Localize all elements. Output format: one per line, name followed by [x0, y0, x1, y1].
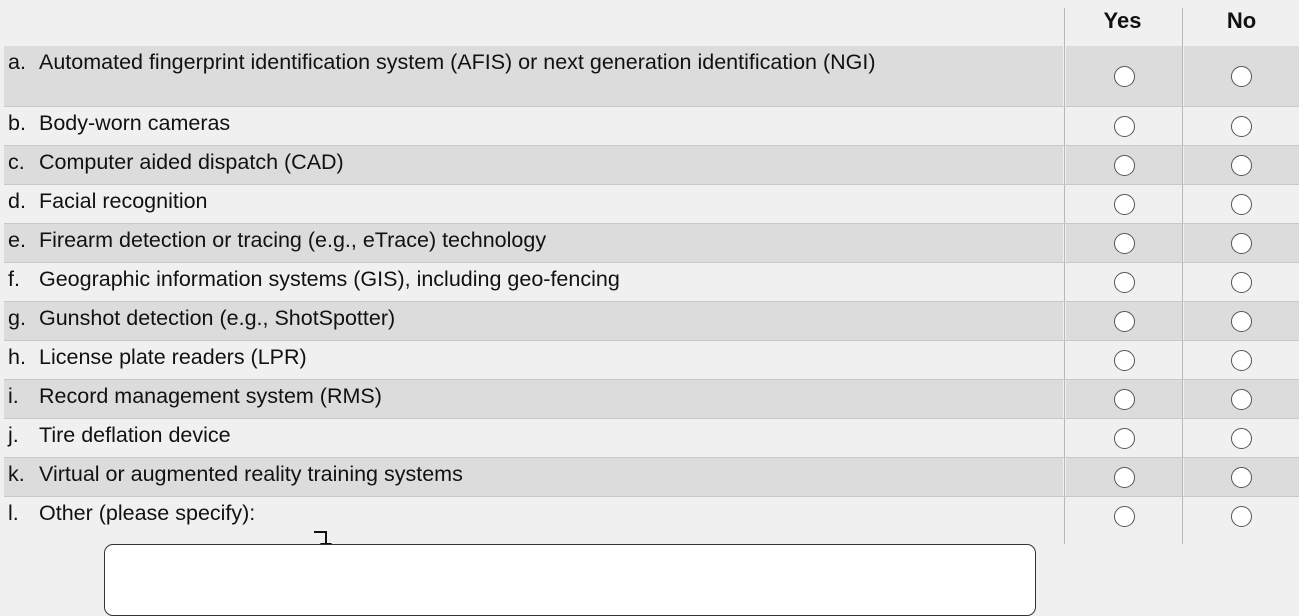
row-text: Computer aided dispatch (CAD) [39, 150, 344, 174]
no-cell [1184, 185, 1299, 223]
yes-radio[interactable] [1114, 272, 1135, 293]
row-letter: i. [8, 384, 19, 408]
row-label [4, 263, 1063, 301]
row-letter: a. [8, 50, 26, 74]
no-cell [1184, 107, 1299, 145]
no-radio[interactable] [1231, 233, 1252, 254]
yes-radio[interactable] [1114, 311, 1135, 332]
row-label [4, 497, 1063, 535]
row-separator [4, 457, 1299, 458]
row-separator [4, 184, 1299, 185]
question-row-d [0, 185, 1299, 223]
row-separator [4, 496, 1299, 497]
yes-radio[interactable] [1114, 506, 1135, 527]
column-header-yes: Yes [1103, 8, 1142, 33]
yes-cell [1066, 341, 1182, 379]
row-label [4, 458, 1063, 496]
question-row-h [0, 341, 1299, 379]
row-separator [4, 301, 1299, 302]
yes-cell [1066, 107, 1182, 145]
row-letter: b. [8, 111, 26, 135]
row-label [4, 185, 1063, 223]
row-text: Other (please specify): [39, 501, 256, 525]
no-cell [1184, 419, 1299, 457]
row-label [4, 419, 1063, 457]
yes-radio[interactable] [1114, 428, 1135, 449]
row-label [4, 146, 1063, 184]
row-label [4, 380, 1063, 418]
row-letter: h. [8, 345, 26, 369]
no-cell [1184, 341, 1299, 379]
yes-cell [1066, 185, 1182, 223]
row-text: Tire deflation device [39, 423, 231, 447]
column-header-no: No [1226, 8, 1257, 33]
no-radio[interactable] [1231, 311, 1252, 332]
no-radio[interactable] [1231, 272, 1252, 293]
yes-radio[interactable] [1114, 66, 1135, 87]
question-row-b [0, 107, 1299, 145]
question-row-i [0, 380, 1299, 418]
row-text: Geographic information systems (GIS), including geo-fencing [39, 267, 620, 291]
no-cell [1184, 458, 1299, 496]
row-label [4, 302, 1063, 340]
yes-radio[interactable] [1114, 350, 1135, 371]
yes-cell [1066, 263, 1182, 301]
no-radio[interactable] [1231, 428, 1252, 449]
no-cell [1184, 46, 1299, 106]
row-separator [4, 106, 1299, 107]
row-separator [4, 223, 1299, 224]
row-text: Gunshot detection (e.g., ShotSpotter) [39, 306, 396, 330]
question-row-g [0, 302, 1299, 340]
row-separator [4, 418, 1299, 419]
yes-radio[interactable] [1114, 467, 1135, 488]
other-specify-input[interactable] [104, 544, 1036, 616]
yes-cell [1066, 146, 1182, 184]
no-cell [1184, 380, 1299, 418]
yes-cell [1066, 419, 1182, 457]
row-text: License plate readers (LPR) [39, 345, 307, 369]
row-letter: c. [8, 150, 25, 174]
row-letter: f. [8, 267, 20, 291]
yes-cell [1066, 458, 1182, 496]
row-letter: g. [8, 306, 26, 330]
yes-cell [1066, 224, 1182, 262]
no-cell [1184, 146, 1299, 184]
row-letter: l. [8, 501, 19, 525]
yes-radio[interactable] [1114, 194, 1135, 215]
no-radio[interactable] [1231, 506, 1252, 527]
no-radio[interactable] [1231, 155, 1252, 176]
row-letter: k. [8, 462, 25, 486]
no-radio[interactable] [1231, 467, 1252, 488]
yes-radio[interactable] [1114, 389, 1135, 410]
yes-radio[interactable] [1114, 233, 1135, 254]
row-label [4, 341, 1063, 379]
row-text: Virtual or augmented reality training systems [39, 462, 463, 486]
yes-cell [1066, 302, 1182, 340]
no-radio[interactable] [1231, 389, 1252, 410]
row-text: Automated fingerprint identification system (AFIS) or next generation identification (NGI) [39, 50, 876, 74]
no-radio[interactable] [1231, 116, 1252, 137]
row-text: Facial recognition [39, 189, 208, 213]
no-radio[interactable] [1231, 350, 1252, 371]
yes-cell [1066, 497, 1182, 535]
yes-cell [1066, 380, 1182, 418]
row-text: Firearm detection or tracing (e.g., eTrace) technology [39, 228, 547, 252]
row-label [4, 224, 1063, 262]
row-separator [4, 340, 1299, 341]
row-letter: j. [8, 423, 19, 447]
row-label [4, 107, 1063, 145]
question-row-k [0, 458, 1299, 496]
row-label [4, 46, 1063, 106]
no-cell [1184, 497, 1299, 535]
row-text: Record management system (RMS) [39, 384, 382, 408]
question-row-a [0, 46, 1299, 106]
row-separator [4, 145, 1299, 146]
no-cell [1184, 224, 1299, 262]
yes-cell [1066, 46, 1182, 106]
row-separator [4, 262, 1299, 263]
row-separator [4, 379, 1299, 380]
yes-radio[interactable] [1114, 155, 1135, 176]
question-row-j [0, 419, 1299, 457]
row-letter: e. [8, 228, 26, 252]
no-cell [1184, 263, 1299, 301]
question-row-c [0, 146, 1299, 184]
question-row-e [0, 224, 1299, 262]
yes-radio[interactable] [1114, 116, 1135, 137]
row-text: Body-worn cameras [39, 111, 231, 135]
no-radio[interactable] [1231, 194, 1252, 215]
row-letter: d. [8, 189, 26, 213]
question-row-l [0, 497, 1299, 535]
no-radio[interactable] [1231, 66, 1252, 87]
question-row-f [0, 263, 1299, 301]
no-cell [1184, 302, 1299, 340]
